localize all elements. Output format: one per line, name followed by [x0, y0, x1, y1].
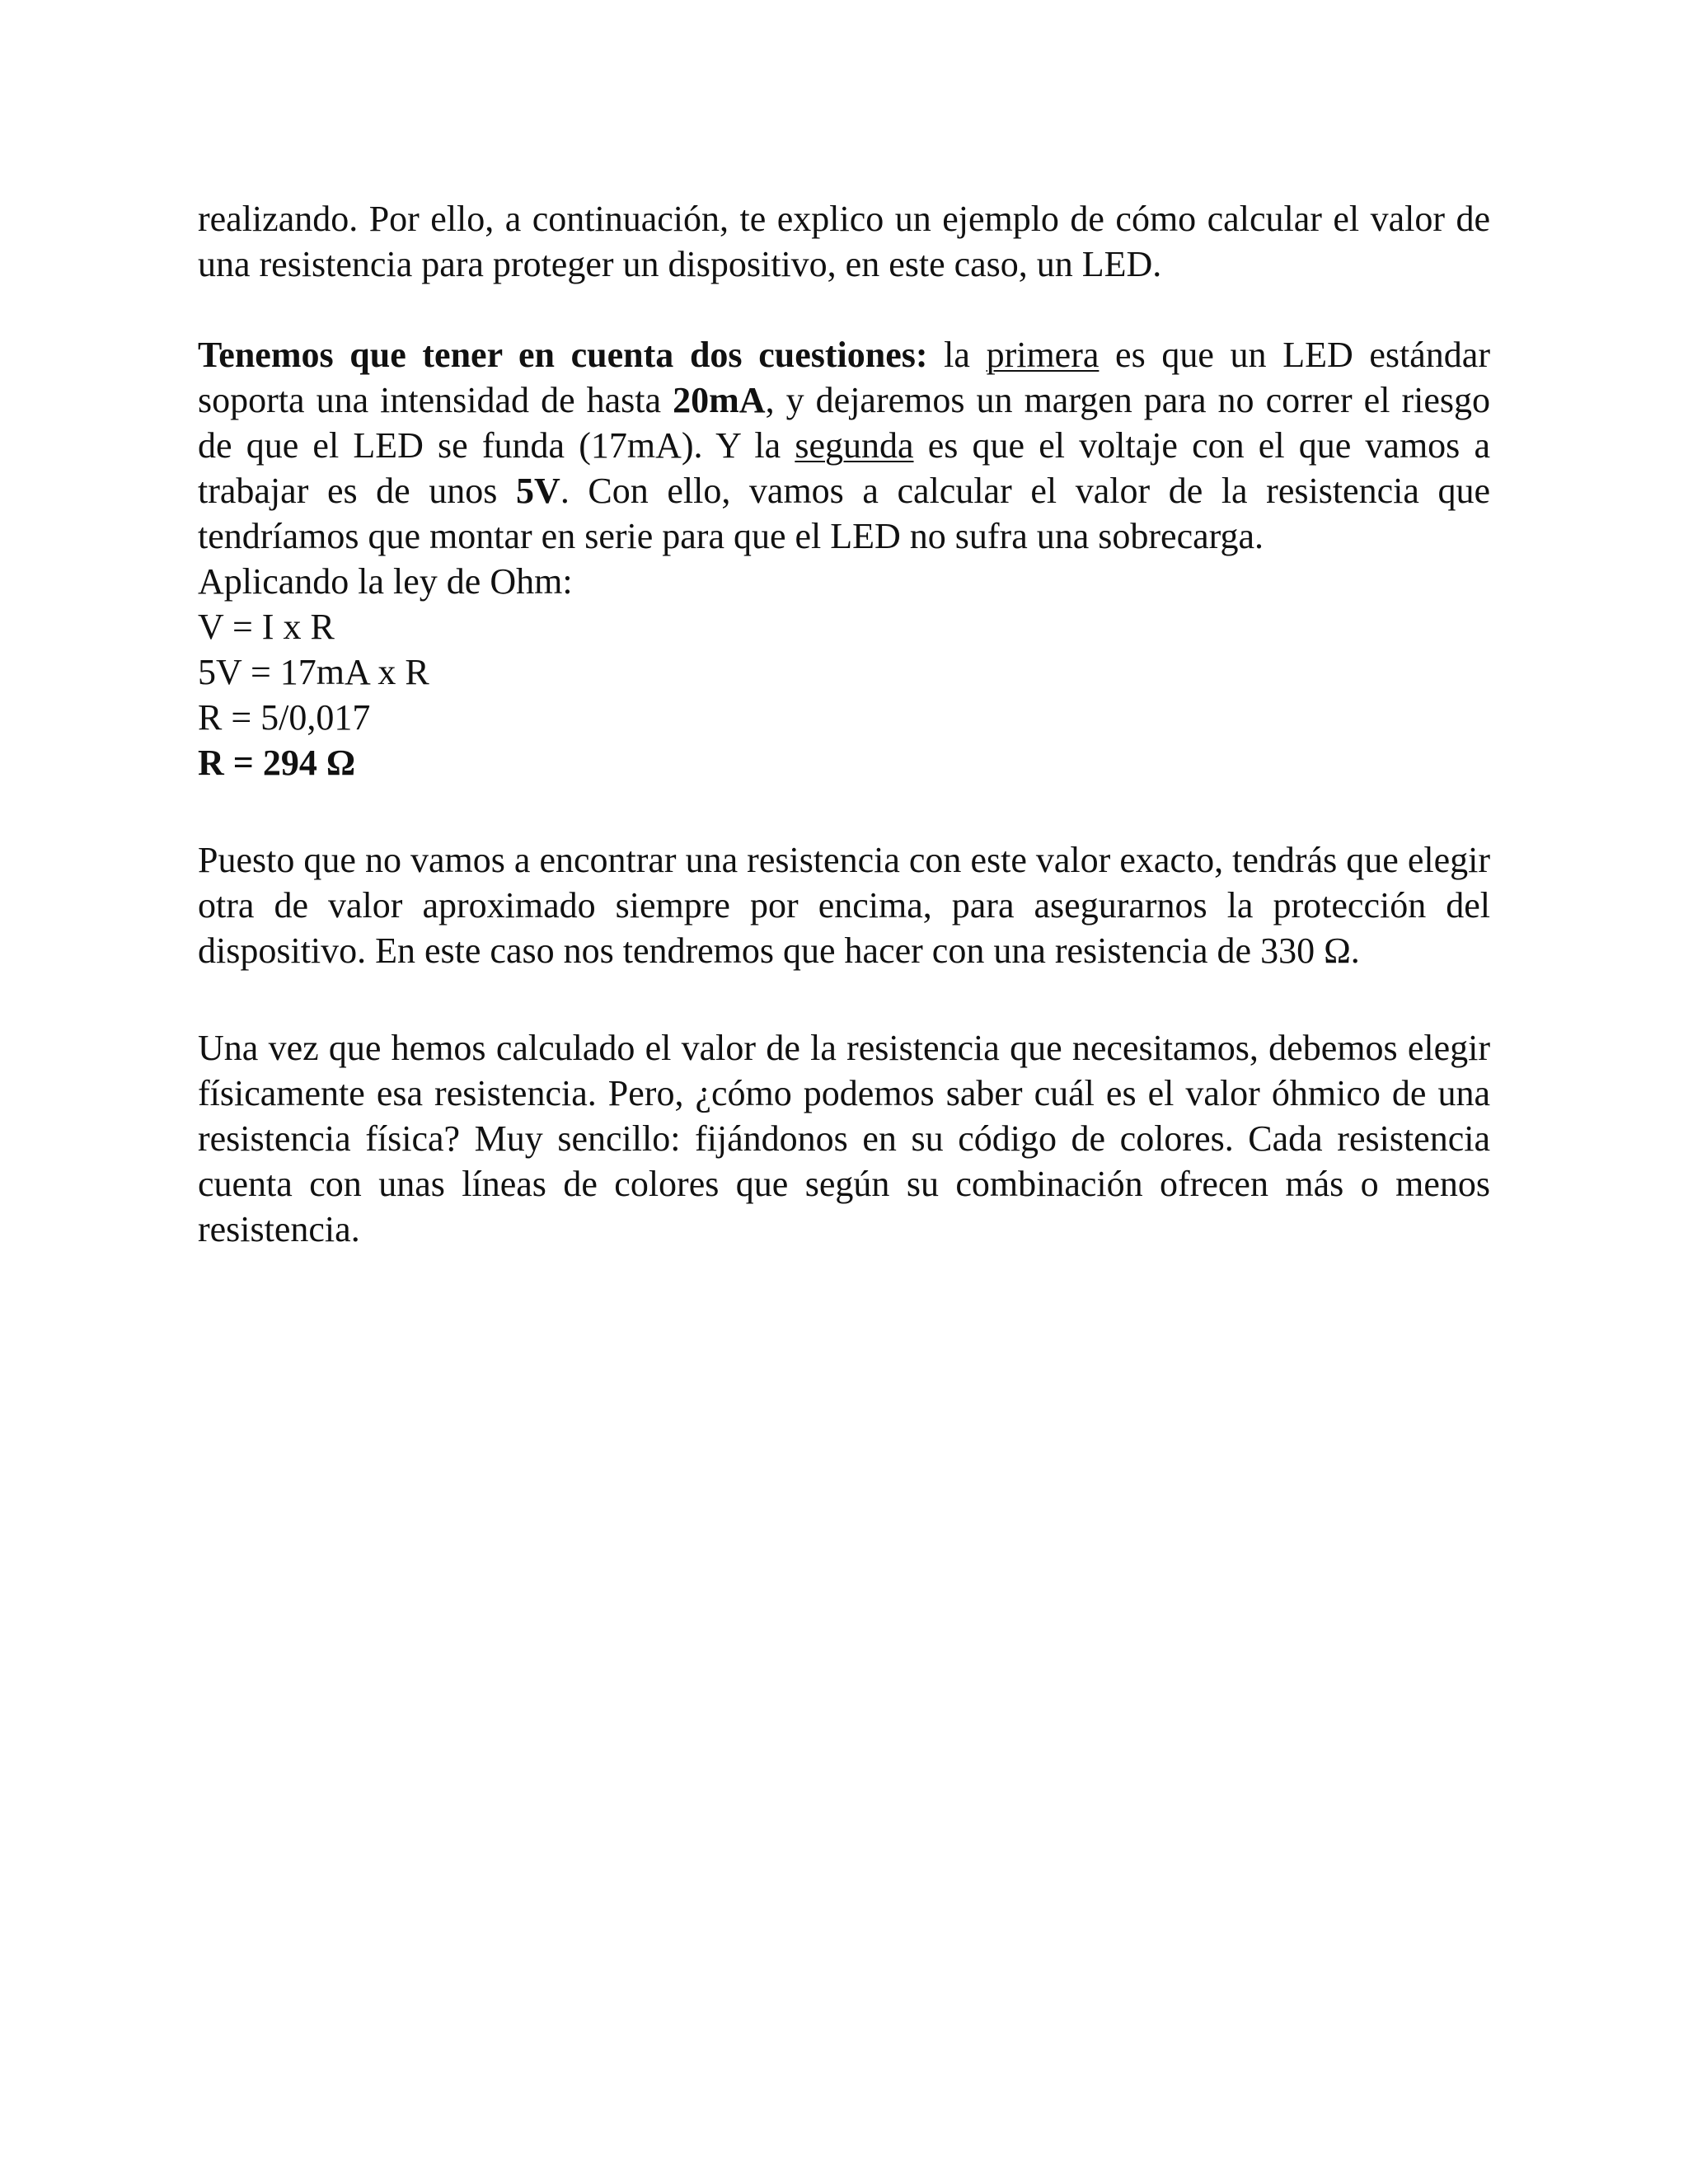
equation-ohm-law: V = I x R — [198, 607, 335, 647]
ohm-law-label: Aplicando la ley de Ohm: — [198, 561, 573, 602]
selection-paragraph: Puesto que no vamos a encontrar una resistencia con este valor exacto, tendrás que elegir otra de valor aproximado siempre por encima, para asegurarnos la protección del dispositivo. En este caso nos tendremos que hacer con una resistencia de 330 Ω. — [198, 840, 1490, 971]
voltage-value: 5V — [516, 471, 560, 511]
considerations-text-3: , y dejaremos un margen para no correr el riesgo de que el LED se funda (17mA). Y la — [198, 380, 1490, 466]
equation-result: R = 294 Ω — [198, 743, 356, 783]
equation-substitution: 5V = 17mA x R — [198, 652, 429, 692]
ohm-law-block — [198, 559, 1490, 785]
color-code-paragraph: Una vez que hemos calculado el valor de la resistencia que necesitamos, debemos elegir físicamente esa resistencia. Pero, ¿cómo podemos saber cuál es el valor óhmico de una resistencia física? Muy sencillo: fijándonos en su código de colores. Cada resistencia cuenta con unas líneas de colores que según su combinación ofrecen más o menos resistencia. — [198, 1028, 1490, 1249]
considerations-text-5: . Con ello, vamos a calcular el valor de la resistencia que tendríamos que montar en serie para que el LED no sufra una sobrecarga. — [198, 471, 1490, 556]
first-consideration-word: primera — [986, 335, 1100, 375]
intro-paragraph: realizando. Por ello, a continuación, te explico un ejemplo de cómo calcular el valor de una resistencia para proteger un dispositivo, en este caso, un LED. — [198, 199, 1490, 284]
considerations-text-2: es que un LED estándar soporta una intensidad de hasta — [198, 335, 1490, 420]
equation-division: R = 5/0,017 — [198, 697, 371, 738]
considerations-text-1: la — [927, 335, 987, 375]
considerations-text-4: es que el voltaje con el que vamos a trabajar es de unos — [198, 425, 1491, 511]
max-current-value: 20mA — [673, 380, 766, 420]
considerations-paragraph — [198, 332, 1490, 559]
document-page — [198, 196, 1490, 1252]
considerations-heading: Tenemos que tener en cuenta dos cuestiones: — [198, 335, 928, 375]
second-consideration-word: segunda — [795, 425, 914, 466]
